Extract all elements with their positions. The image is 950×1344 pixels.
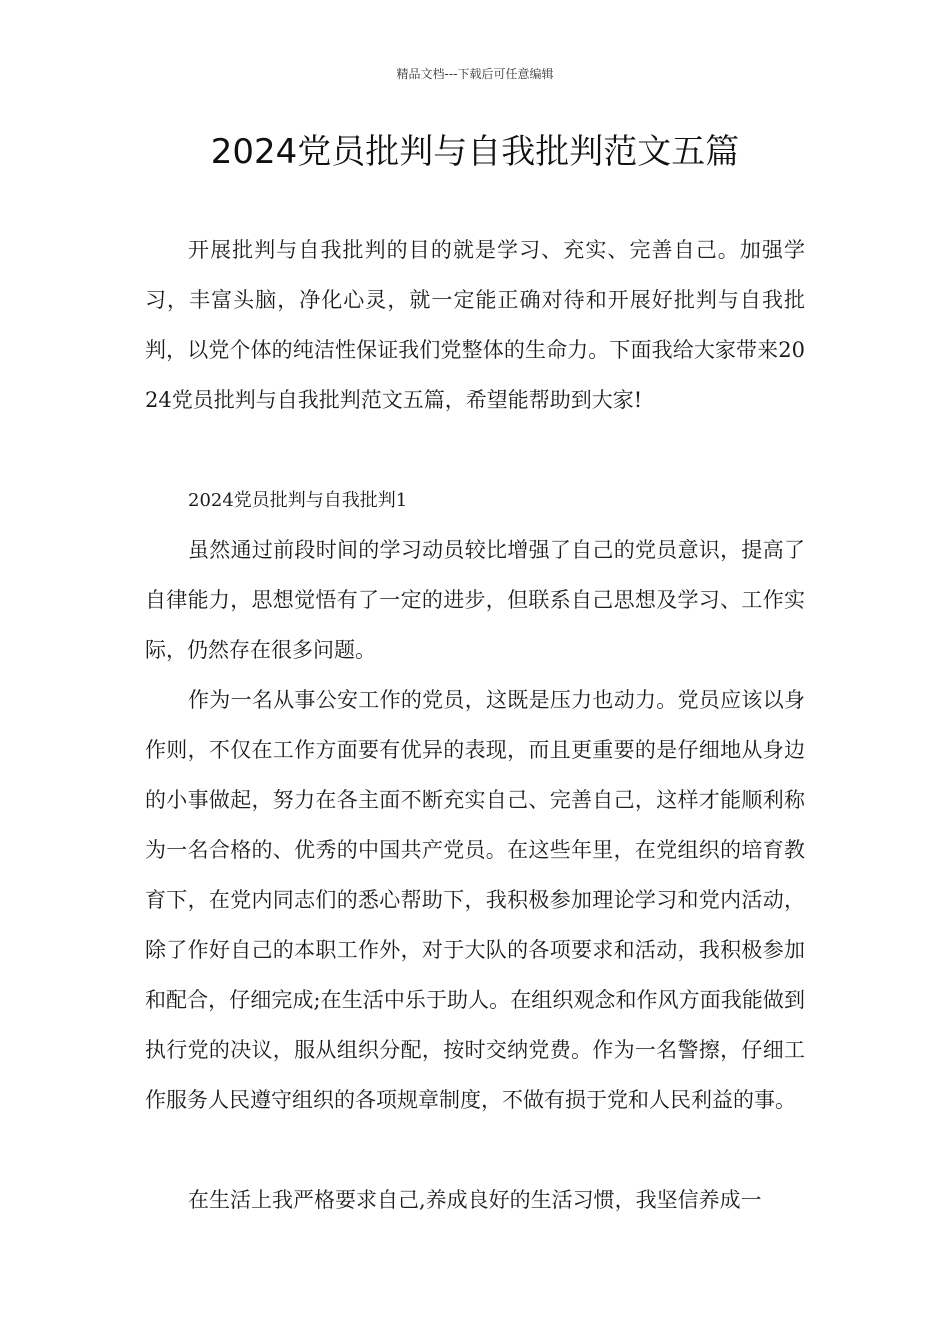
body-paragraph: 虽然通过前段时间的学习动员较比增强了自己的党员意识，提高了自律能力，思想觉悟有了一定的进步，但联系自己思想及学习、工作实际，仍然存在很多问题。 — [145, 538, 805, 662]
section-heading: 2024党员批判与自我批判1 — [188, 490, 408, 511]
intro-paragraph: 开展批判与自我批判的目的就是学习、充实、完善自己。加强学习，丰富头脑，净化心灵，就一定能正确对待和开展好批判与自我批判，以党个体的纯洁性保证我们党整体的生命力。下面我给大家带来2024党员批判与自我批判范文五篇，希望能帮助到大家! — [145, 238, 805, 412]
body-paragraph: 作为一名从事公安工作的党员，这既是压力也动力。党员应该以身作则，不仅在工作方面要有优异的表现，而且更重要的是仔细地从身边的小事做起，努力在各主面不断充实自己、完善自己，这样才能顺利称为一名合格的、优秀的中国共产党员。在这些年里，在党组织的培育教育下，在党内同志们的悉心帮助下，我积极参加理论学习和党内活动，除了作好自己的本职工作外，对于大队的各项要求和活动，我积极参加和配合，仔细完成;在生活中乐于助人。在组织观念和作风方面我能做到执行党的决议，服从组织分配，按时交纳党费。作为一名警擦，仔细工作服务人民遵守组织的各项规章制度，不做有损于党和人民利益的事。 — [145, 688, 805, 1112]
body-paragraph: 在生活上我严格要求自己,养成良好的生活习惯，我坚信养成一 — [188, 1188, 762, 1212]
document-title: 2024党员批判与自我批判范文五篇 — [210, 132, 740, 172]
header-note: 精品文档---下载后可任意编辑 — [396, 67, 554, 81]
